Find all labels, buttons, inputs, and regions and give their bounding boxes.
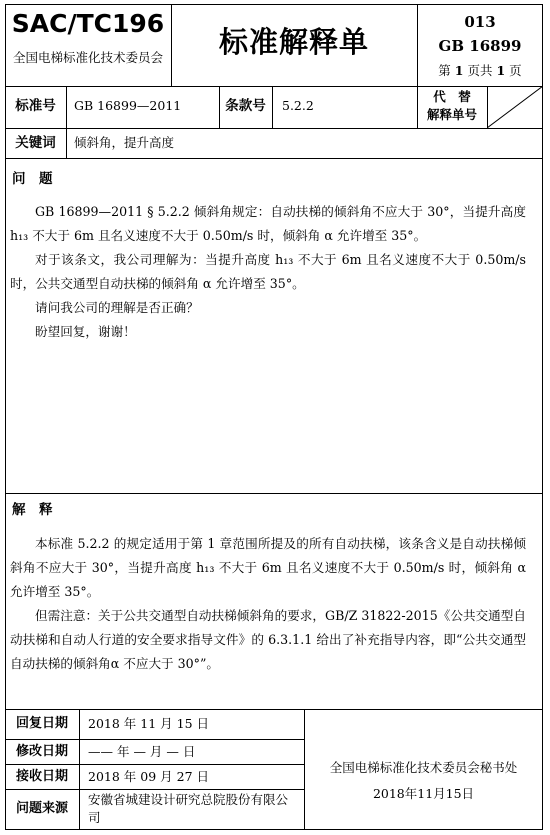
committee-code: SAC/TC196 xyxy=(11,9,165,38)
divider xyxy=(5,764,304,765)
question-body xyxy=(10,200,526,344)
clause-label: 条款号 xyxy=(225,98,266,114)
answer-heading: 解 释 xyxy=(12,502,53,518)
question-paragraph: GB 16899—2011 § 5.2.2 倾斜角规定：自动扶梯的倾斜角不应大于 30°，当提升高度 h₁₃ 不大于 6m 且名义速度不大于 0.50m/s 时，倾斜角 α 允许增至 35°。 xyxy=(10,204,526,243)
reply-date-label: 回复日期 xyxy=(15,716,68,731)
keywords-label: 关键词 xyxy=(15,135,56,151)
standard-code: GB 16899 xyxy=(438,37,522,55)
clause-value: 5.2.2 xyxy=(282,98,314,113)
divider xyxy=(5,493,543,494)
page-indicator xyxy=(417,62,543,80)
answer-paragraph: 但需注意：关于公共交通型自动扶梯倾斜角的要求，GB/Z 31822-2015《公共交通型自动扶梯和自动人行道的安全要求指导文件》的 6.3.1.1 给出了补充指导内容，即“公共交通型自动扶梯的倾斜角α 不应大于 30°”。 xyxy=(10,608,526,671)
divider xyxy=(79,709,80,830)
reply-date-value: 2018 年 11 月 15 日 xyxy=(88,716,209,731)
standard-no-label: 标准号 xyxy=(15,98,56,114)
issuer: 全国电梯标准化技术委员会秘书处 xyxy=(329,760,518,775)
revise-date-label: 修改日期 xyxy=(15,744,68,759)
revise-date-value: —— 年 — 月 — 日 xyxy=(88,744,196,759)
question-paragraph: 对于该条文，我公司理解为：当提升高度 h₁₃ 不大于 6m 且名义速度不大于 0.50m/s 时，公共交通型自动扶梯的倾斜角 α 允许增至 35°。 xyxy=(10,252,526,291)
page-label-prefix: 第 xyxy=(438,63,451,78)
receive-date-value: 2018 年 09 月 27 日 xyxy=(88,769,209,784)
page-current: 1 xyxy=(454,63,464,78)
divider xyxy=(5,709,543,710)
divider xyxy=(5,789,304,790)
divider xyxy=(66,86,67,158)
empty-cell-slash xyxy=(487,86,543,128)
divider xyxy=(5,128,543,129)
answer-paragraph: 本标准 5.2.2 的规定适用于第 1 章范围所提及的所有自动扶梯，该条含义是自动扶梯倾斜角不应大于 30°，当提升高度 h₁₃ 不大于 6m 且名义速度不大于 0.50m/s 时，倾斜角 α 允许增至 35°。 xyxy=(10,536,526,599)
page-total: 1 xyxy=(496,63,506,78)
replace-label-line2: 解释单号 xyxy=(426,107,477,122)
form-title: 标准解释单 xyxy=(218,25,369,59)
source-value: 安徽省城建设计研究总院股份有限公司 xyxy=(88,792,289,825)
page-label-suffix: 页 xyxy=(509,63,522,78)
answer-body xyxy=(10,532,526,676)
replace-label xyxy=(417,88,487,124)
source-label: 问题来源 xyxy=(15,801,68,816)
divider xyxy=(5,158,543,159)
page-label-mid: 页共 xyxy=(467,63,493,78)
replace-label-line1: 代 替 xyxy=(433,89,471,104)
standard-no-value: GB 16899—2011 xyxy=(74,98,182,113)
keywords-value: 倾斜角，提升高度 xyxy=(74,135,175,150)
question-paragraph: 请问我公司的理解是否正确？ xyxy=(35,300,199,315)
committee-name: 全国电梯标准化技术委员会 xyxy=(12,50,163,65)
sheet-number: 013 xyxy=(464,13,496,31)
receive-date-label: 接收日期 xyxy=(15,769,68,784)
issue-date: 2018年11月15日 xyxy=(372,786,475,801)
divider xyxy=(5,739,304,740)
question-paragraph: 盼望回复，谢谢！ xyxy=(35,324,136,339)
divider xyxy=(272,86,273,128)
question-heading: 问 题 xyxy=(12,171,53,187)
divider xyxy=(5,86,543,87)
